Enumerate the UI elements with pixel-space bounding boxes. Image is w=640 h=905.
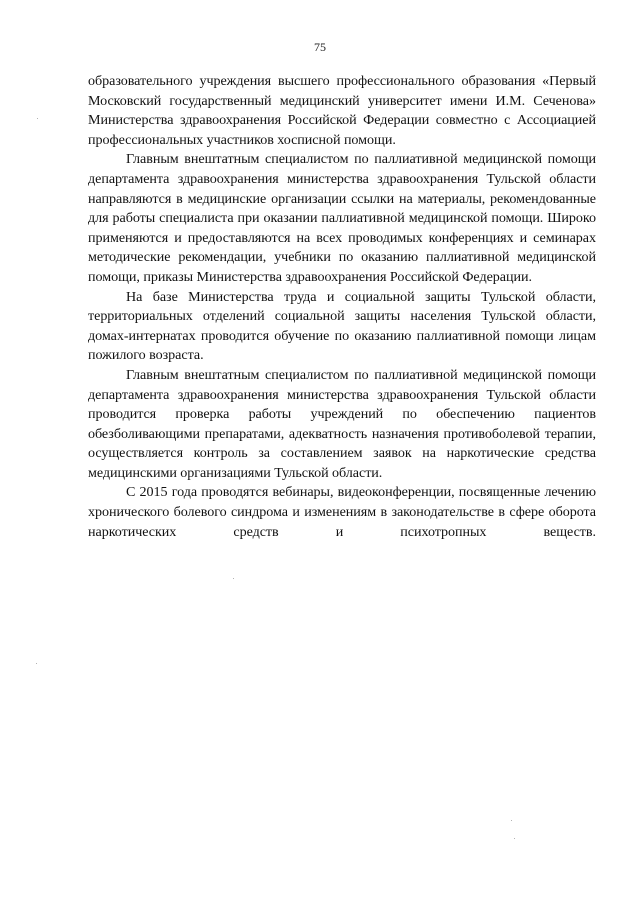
scan-speck	[511, 820, 512, 821]
page-number: 75	[314, 40, 326, 54]
scan-speck	[514, 838, 515, 839]
paragraph-methodology-links: Главным внештатным специалистом по паллиативной медицинской помощи департамента здравоохранения министерства здравоохранения Тульской области направляются в медицинские организации ссылки на материалы, рекомендованные для работы специалиста при оказании паллиативной медицинской помощи. Широко применяются и предоставляются на всех проводимых конференциях и семинарах методические рекомендации, учебники по оказанию паллиативной медицинской помощи, приказы Министерства здравоохранения Российской Федерации.	[88, 151, 596, 285]
paragraph-webinars: С 2015 года проводятся вебинары, видеоконференции, посвященные лечению хронического болевого синдрома и изменениям в законодательстве в сфере оборота наркотических средств и психотропных веществ.	[88, 484, 596, 540]
document-body	[88, 72, 596, 542]
scan-speck	[233, 578, 234, 579]
scan-speck	[36, 663, 37, 664]
paragraph-continuation: образовательного учреждения высшего профессионального образования «Первый Московский государственный медицинский университет имени И.М. Сеченова» Министерства здравоохранения Российской Федерации совместно с Ассоциацией профессиональных участников хосписной помощи.	[88, 73, 596, 148]
paragraph-social-protection-training: На базе Министерства труда и социальной защиты Тульской области, территориальных отделений социальной защиты населения Тульской области, домах-интернатах проводится обучение по оказанию паллиативной помощи лицам пожилого возраста.	[88, 288, 596, 364]
paragraph-pain-relief-control: Главным внештатным специалистом по паллиативной медицинской помощи департамента здравоохранения министерства здравоохранения Тульской области проводится проверка работы учреждений по обеспечению пациентов обезболивающими препаратами, адекватность назначения противоболевой терапии, осуществляется контроль за составлением заявок на наркотические средства медицинскими организациями Тульской области.	[88, 366, 596, 481]
scan-speck	[37, 118, 38, 119]
